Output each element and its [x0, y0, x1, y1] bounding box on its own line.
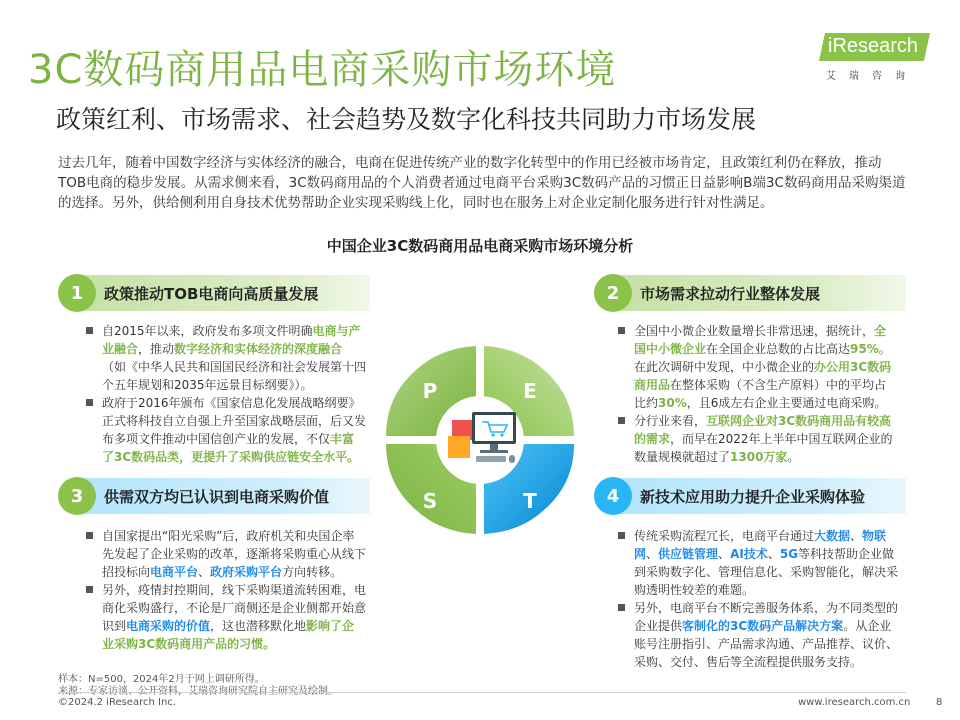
bullet-text-run: ，而早在2022年上半年中国互联网企业的数量规模就超过了 [634, 432, 893, 464]
bullet-square-icon [618, 327, 625, 334]
source-note [58, 682, 338, 697]
section-1-bullets [84, 322, 366, 466]
section-1-label: 政策推动TOB电商向高质量发展 [104, 285, 319, 303]
bullet-item [84, 394, 366, 466]
bullet-text-run: 政府于2016年颁布《国家信息化发展战略纲要》正式将科技自立自强上升至国家战略层面，后又发布多项文件推动中国信创产业的发展，不仅 [102, 396, 367, 446]
bullet-square-icon [86, 327, 93, 334]
bullet-item [616, 322, 898, 412]
footer-copyright: ©2024.2 iResearch Inc. [58, 697, 176, 708]
bullet-text-run: （如《中华人民共和国国民经济和社会发展第十四个五年规划和2035年远景目标纲要》）。 [102, 360, 367, 392]
bullet-text-run: 电商平台 [150, 565, 199, 579]
bullet-text-run: 5G [779, 547, 799, 561]
bullet-text-run: 。从企业账号注册指引、产品需求沟通、产品推荐、议价、采购、交付、售后等全流程提供服务支持。 [634, 619, 899, 669]
footer-website: www.iresearch.com.cn [798, 697, 911, 708]
bullet-square-icon [618, 417, 625, 424]
bullet-text-run: 全国中小微企业数量增长非常迅速，据统计， [634, 324, 875, 338]
footer-divider [58, 692, 906, 693]
logo-text: iResearch [828, 35, 919, 57]
logo-subtext: 艾瑞咨询 [826, 71, 918, 82]
bullet-text-run: 供应链管理 [658, 547, 719, 561]
bullet-item [84, 322, 366, 394]
bullet-text-run: 大数据 [814, 529, 851, 543]
section-1-header [58, 275, 370, 311]
bullet-text-run: ，这也潜移默化地 [210, 619, 307, 633]
bullet-text-run: 、 [850, 529, 863, 543]
bullet-item [616, 599, 898, 671]
bullet-text-run: 95% [850, 342, 879, 356]
pest-label-t: T [523, 489, 537, 513]
page-title: 3C数码商用品电商采购市场环境 [28, 47, 617, 93]
pest-label-p: P [422, 379, 438, 403]
intro-paragraph: 过去几年，随着中国数字经济与实体经济的融合，电商在促进传统产业的数字化转型中的作用已经被市场肯定，且政策红利仍在释放，推动TOB电商的稳步发展。从需求侧来看，3C数码商用品的个人消费者通过电商平台采购3C数码产品的习惯正日益影响B端3C数码商用品采购渠道的选择。另外，供给侧利用自身技术优势帮助企业实现采购线上化，同时也在服务上对企业定制化服务进行针对性满足。 [58, 155, 906, 211]
section-2-label: 市场需求拉动行业整体发展 [640, 285, 821, 303]
bullet-square-icon [86, 399, 93, 406]
bullet-text-run: 1300万家 [730, 450, 788, 464]
bullet-square-icon [86, 532, 93, 539]
bullet-text-run: ，推动 [138, 342, 175, 356]
bullet-item [84, 581, 366, 653]
bullet-text-run: 、 [198, 565, 211, 579]
footer-page-number: 8 [936, 697, 943, 708]
bullet-text-run: 、 [718, 547, 731, 561]
pest-label-s: S [422, 489, 438, 513]
bullet-text-run: 丰富了3C数码品类，更提升了采购供应链安全水平。 [102, 432, 360, 464]
section-4-number: 4 [594, 477, 632, 515]
bullet-text-run: 。 [787, 450, 800, 464]
bullet-item [616, 527, 898, 599]
bullet-text-run: 在全国企业总数的占比高达 [706, 342, 851, 356]
section-2-header [594, 275, 906, 311]
section-2-bullets [616, 322, 898, 466]
section-1-number: 1 [58, 274, 96, 312]
bullet-text-run: 互联网企业对3C数码商用品有较高的需求 [634, 414, 892, 446]
bullet-text-run: 自2015年以来，政府发布多项文件明确 [102, 324, 313, 338]
bullet-text-run: 另外，疫情封控期间，线下采购渠道流转困难，电商化采购盛行，不论是厂商侧还是企业侧都开始意识到 [102, 583, 367, 633]
section-3-header [58, 478, 370, 514]
bullet-text-run: 分行业来看， [634, 414, 707, 428]
bullet-text-run: 传统采购流程冗长，电商平台通过 [634, 529, 815, 543]
pest-diagram [380, 340, 580, 540]
section-3-label: 供需双方均已认识到电商采购价值 [104, 488, 330, 506]
bullet-square-icon [618, 532, 625, 539]
bullet-text-run: 在整体采购（不含生产原料）中的平均占比约 [634, 378, 887, 410]
pest-label-e: E [523, 379, 537, 403]
bullet-text-run: 等科技帮助企业做到采购数字化、管理信息化、采购智能化，解决采购透明性较差的难题。 [634, 547, 899, 597]
section-4-label: 新技术应用助力提升企业采购体验 [640, 488, 866, 506]
section-3-bullets [84, 527, 366, 653]
bullet-text-run: 方向转移。 [282, 565, 343, 579]
bullet-text-run: 、 [646, 547, 659, 561]
bullet-text-run: 电商采购的价值 [126, 619, 211, 633]
bullet-text-run: 另外，电商平台不断完善服务体系，为不同类型的企业提供 [634, 601, 899, 633]
section-2-number: 2 [594, 274, 632, 312]
bullet-text-run: 、 [767, 547, 780, 561]
bullet-text-run: ，且6成左右企业主要通过电商采购。 [686, 396, 887, 410]
bullet-square-icon [618, 604, 625, 611]
bullet-square-icon [86, 586, 93, 593]
bullet-text-run: 数字经济和实体经济的深度融合 [174, 342, 343, 356]
bullet-text-run: 自国家提出“阳光采购”后，政府机关和央国企率先发起了企业采购的改革，逐渐将采购重心从线下招投标向 [102, 529, 367, 579]
bullet-text-run: 30% [658, 396, 687, 410]
bullet-item [84, 527, 366, 581]
section-3-number: 3 [58, 477, 96, 515]
section-4-bullets [616, 527, 898, 671]
bullet-text-run: 电商与产业融合 [102, 324, 361, 356]
bullet-text-run: 政府采购平台 [210, 565, 283, 579]
bullet-text-run: AI技术 [730, 547, 768, 561]
iresearch-logo [822, 33, 927, 85]
bullet-text-run: 客制化的3C数码产品解决方案 [682, 619, 844, 633]
bullet-text-run: 物联网 [634, 529, 887, 561]
page-subtitle: 政策红利、市场需求、社会趋势及数字化科技共同助力市场发展 [56, 105, 757, 134]
bullet-text-run: 影响了企业采购3C数码商用产品的习惯。 [102, 619, 355, 651]
bullet-item [616, 412, 898, 466]
sample-note: 样本：N=500，2024年2月于网上调研所得。 [58, 674, 265, 685]
bullet-text-run: 全国中小微企业 [634, 324, 887, 356]
analysis-title: 中国企业3C数码商用品电商采购市场环境分析 [326, 237, 634, 255]
section-4-header [594, 478, 906, 514]
bullet-text-run: 办公用3C数码商用品 [634, 360, 892, 392]
bullet-text-run: 。在此次调研中发现，中小微企业的 [634, 342, 891, 374]
